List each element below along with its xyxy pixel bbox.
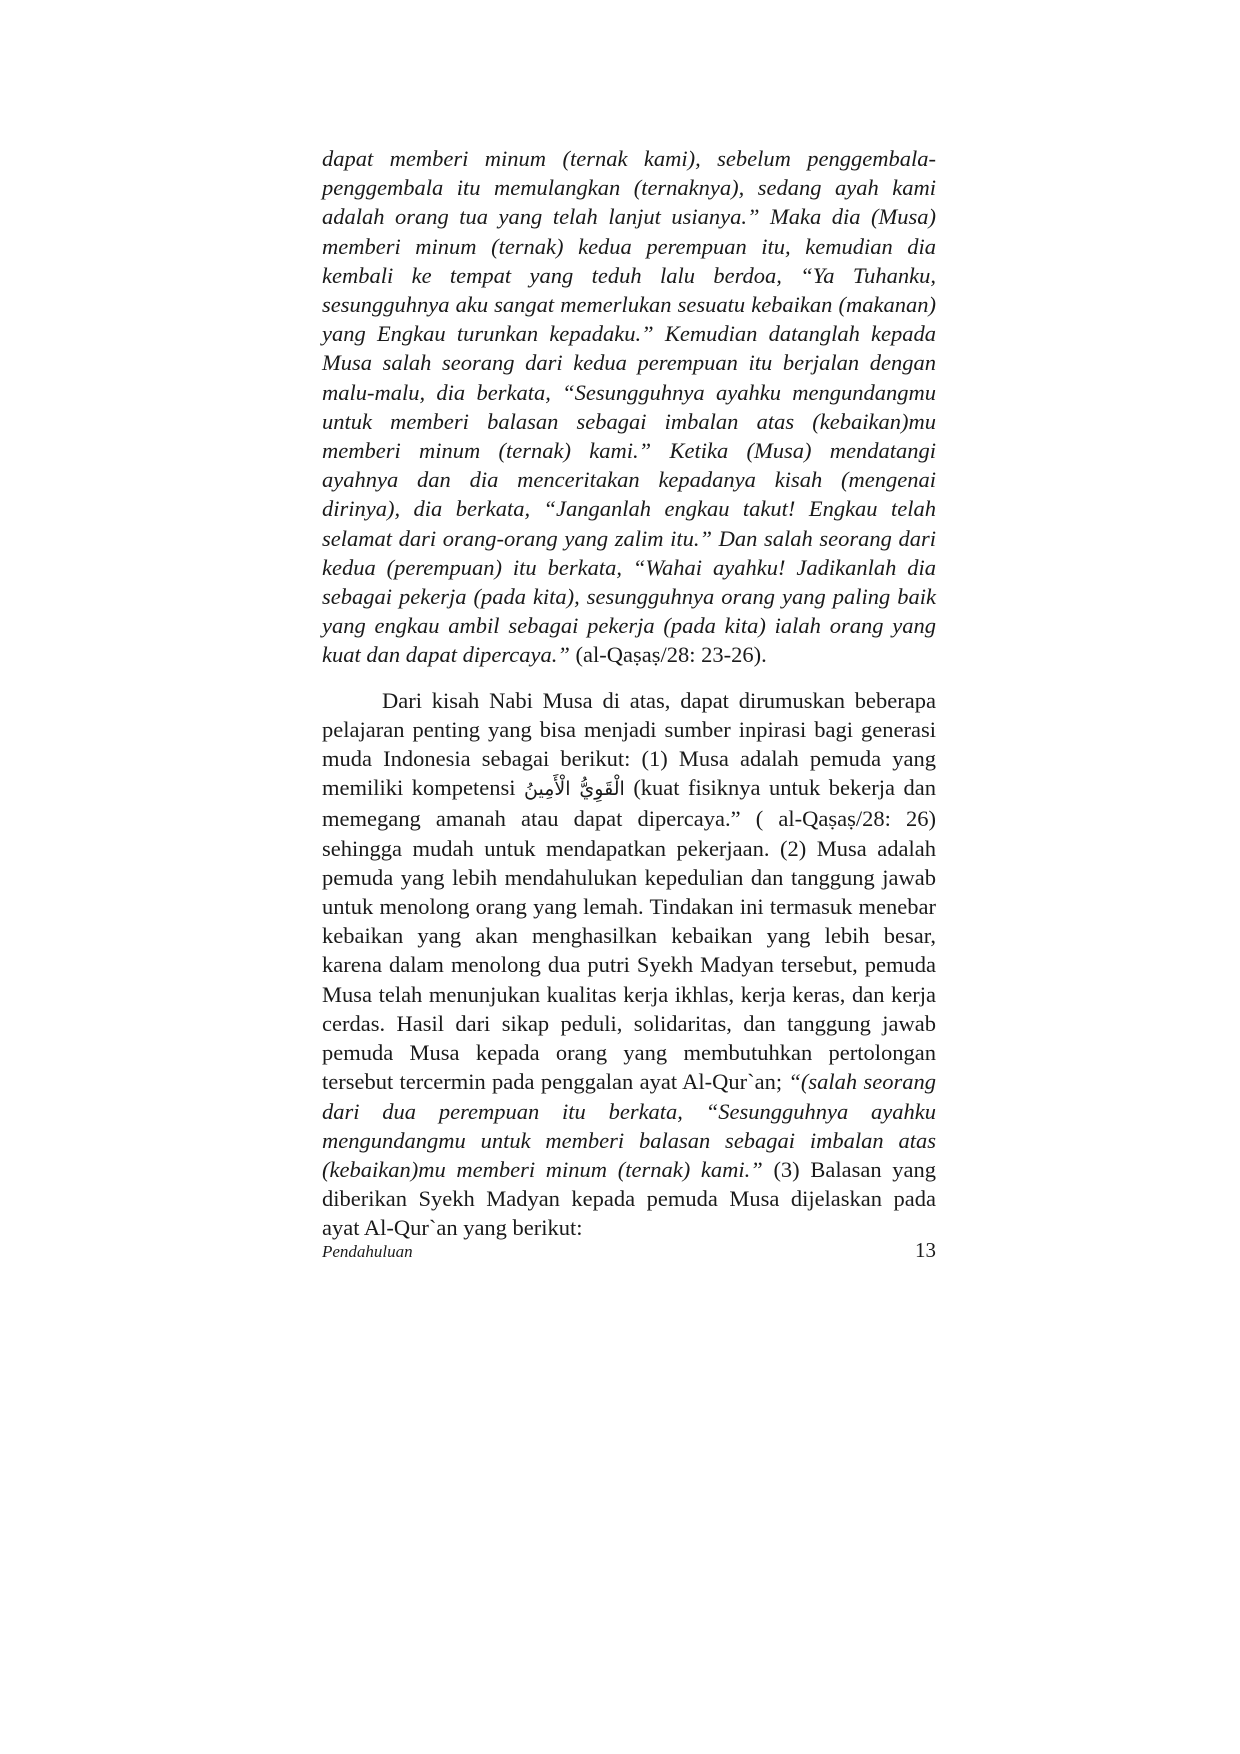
paragraph-text-3: (3) Balasan yang diberikan Syekh Madyan kepada pemuda Musa dijelaskan pada ayat Al-Qur`an yang berikut: xyxy=(322,1156,936,1241)
paragraph-text-1: Dari kisah Nabi Musa di atas, dapat dirumuskan beberapa pelajaran penting yang bisa menjadi sumber inpirasi bagi generasi muda Indonesia sebagai berikut: (1) Musa adalah pemuda yang memiliki kompetensi xyxy=(322,687,936,801)
page-number: 13 xyxy=(915,1238,936,1262)
main-text xyxy=(322,144,936,1243)
quote-text: dapat memberi minum (ternak kami), sebelum penggembala-penggembala itu memulangkan (ternaknya), sedang ayah kami adalah orang tua yang telah lanjut usianya.” Maka dia (Musa) memberi minum (ternak) kedua perempuan itu, kemudian dia kembali ke tempat yang teduh lalu berdoa, “Ya Tuhanku, sesungguhnya aku sangat memerlukan sesuatu kebaikan (makanan) yang Engkau turunkan kepadaku.” Kemudian datanglah kepada Musa salah seorang dari kedua perempuan itu berjalan dengan malu-malu, dia berkata, “Sesungguhnya ayahku mengundangmu untuk memberi balasan sebagai imbalan atas (kebaikan)mu memberi minum (ternak) kami.” Ketika (Musa) mendatangi ayahnya dan dia menceritakan kepadanya kisah (mengenai dirinya), dia berkata, “Janganlah engkau takut! Engkau telah selamat dari orang-orang yang zalim itu.” Dan salah seorang dari kedua (perempuan) itu berkata, “Wahai ayahku! Jadikanlah dia sebagai pekerja (pada kita), sesungguhnya orang yang paling baik yang engkau ambil sebagai pekerja (pada kita) ialah orang yang kuat dan dapat dipercaya.” xyxy=(322,146,936,668)
paragraph-text-2: (kuat fisiknya untuk bekerja dan memegang amanah atau dapat dipercaya.” ( al-Qaṣaṣ/28: 26) sehingga mudah untuk mendapatkan pekerjaan. (2) Musa adalah pemuda yang lebih mendahulukan kepedulian dan tanggung jawab untuk menolong orang yang lemah. Tindakan ini termasuk menebar kebaikan yang akan menghasilkan kebaikan yang lebih besar, karena dalam menolong dua putri Syekh Madyan tersebut, pemuda Musa telah menunjukan kualitas kerja ikhlas, kerja keras, dan kerja cerdas. Hasil dari sikap peduli, solidaritas, dan tanggung jawab pemuda Musa kepada orang yang membutuhkan pertolongan tersebut tercermin pada penggalan ayat Al-Qur`an; xyxy=(322,775,937,1095)
running-footer-title: Pendahuluan xyxy=(322,1242,413,1261)
page-footer xyxy=(322,1238,936,1263)
quote-reference: (al-Qaṣaṣ/28: 23-26). xyxy=(575,642,767,668)
paragraph-quote: “(salah seorang dari dua perempuan itu berkata, “Sesungguhnya ayahku mengundangmu untuk memberi balasan sebagai imbalan atas (kebaikan)mu memberi minum (ternak) kami.” xyxy=(322,1069,936,1182)
arabic-term: الْقَوِيُّ الْأَمِينُ xyxy=(524,778,625,801)
quran-translation-quote xyxy=(322,144,936,670)
body-paragraph xyxy=(322,686,936,1243)
